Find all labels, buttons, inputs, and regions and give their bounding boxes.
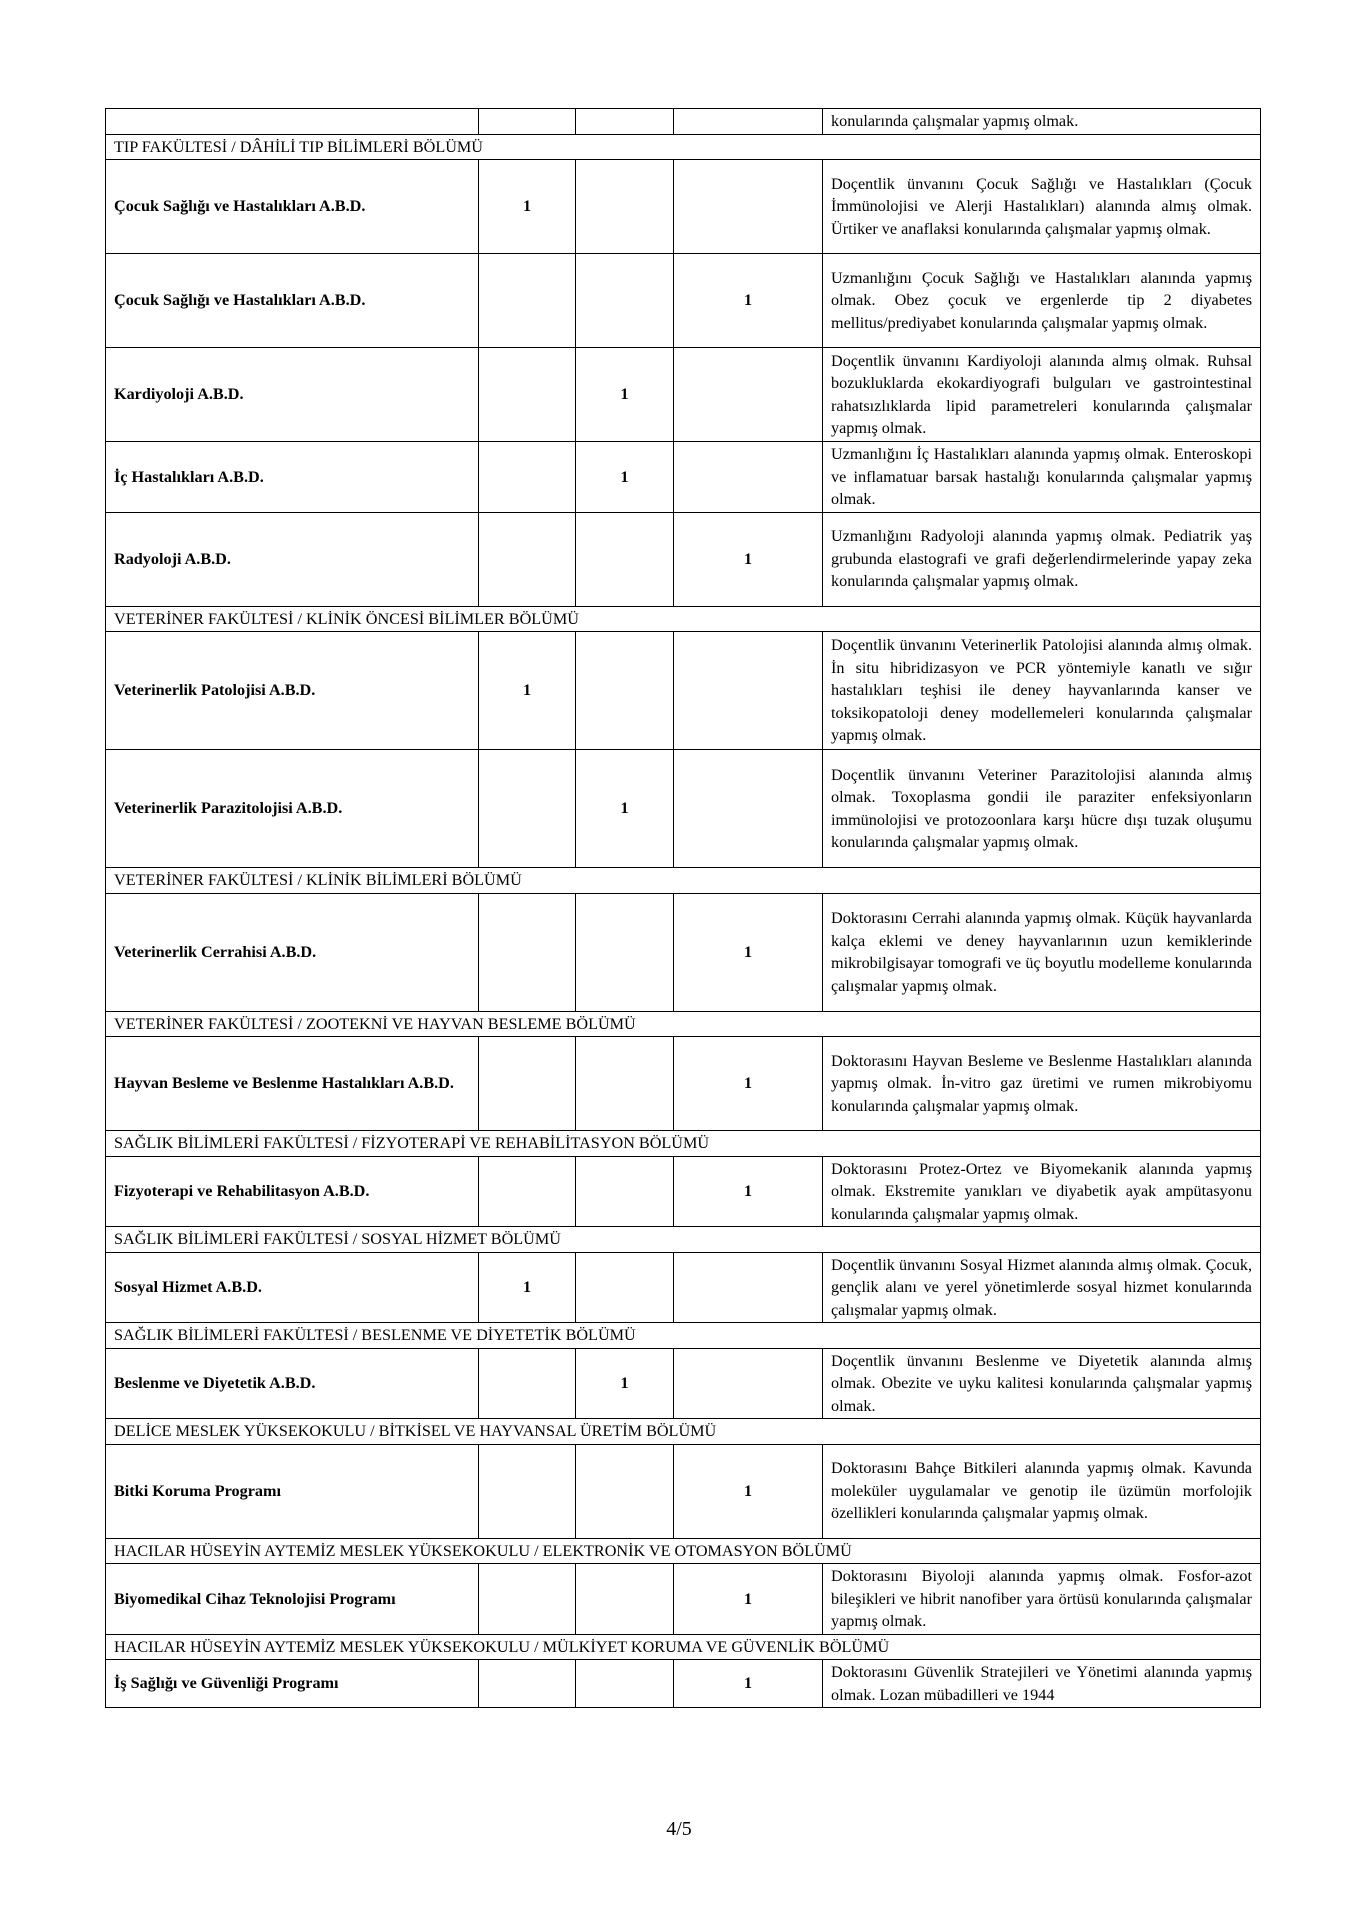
document-page [105,108,1260,1708]
count-assistant-professor: 1 [674,1660,823,1708]
count-professor [479,1564,576,1635]
table-row [106,254,1261,348]
department-name: İç Hastalıkları A.B.D. [106,442,479,513]
requirements-text: Doçentlik ünvanını Kardiyoloji alanında almış olmak. Ruhsal bozukluklarda ekokardiyografi bulguları ve gastrointestinal rahatsızlıklarda lipid parametreleri konularında çalışmalar yapmış olmak. [823,348,1261,442]
table-row [106,512,1261,606]
count-assistant-professor [674,1348,823,1419]
count-professor [479,109,576,135]
count-professor: 1 [479,160,576,254]
count-associate-professor [576,1660,674,1708]
count-professor: 1 [479,632,576,750]
table-row [106,1252,1261,1323]
department-name: İş Sağlığı ve Güvenliği Programı [106,1660,479,1708]
count-professor [479,512,576,606]
department-name: Kardiyoloji A.B.D. [106,348,479,442]
department-name: Bitki Koruma Programı [106,1444,479,1538]
department-name: Çocuk Sağlığı ve Hastalıkları A.B.D. [106,254,479,348]
requirements-text: Uzmanlığını İç Hastalıkları alanında yapmış olmak. Enteroskopi ve inflamatuar barsak hastalığı konularında çalışmalar yapmış olmak. [823,442,1261,513]
requirements-text: konularında çalışmalar yapmış olmak. [823,109,1261,135]
table-row [106,1564,1261,1635]
count-assistant-professor: 1 [674,1037,823,1131]
count-professor: 1 [479,1252,576,1323]
section-header-row [106,1419,1261,1445]
requirements-text: Uzmanlığını Çocuk Sağlığı ve Hastalıkları alanında yapmış olmak. Obez çocuk ve ergenlerde tip 2 diyabetes mellitus/prediyabet konularında çalışmalar yapmış olmak. [823,254,1261,348]
count-assistant-professor [674,632,823,750]
count-associate-professor [576,1444,674,1538]
count-associate-professor: 1 [576,348,674,442]
count-professor [479,442,576,513]
positions-table-body [106,109,1261,1708]
section-title: DELİCE MESLEK YÜKSEKOKULU / BİTKİSEL VE HAYVANSAL ÜRETİM BÖLÜMÜ [106,1419,1261,1445]
count-associate-professor [576,1037,674,1131]
section-header-row [106,606,1261,632]
count-associate-professor [576,109,674,135]
department-name: Biyomedikal Cihaz Teknolojisi Programı [106,1564,479,1635]
section-title: SAĞLIK BİLİMLERİ FAKÜLTESİ / FİZYOTERAPİ VE REHABİLİTASYON BÖLÜMÜ [106,1131,1261,1157]
requirements-text: Doçentlik ünvanını Beslenme ve Diyetetik alanında almış olmak. Obezite ve uyku kalitesi konularında çalışmalar yapmış olmak. [823,1348,1261,1419]
count-assistant-professor [674,109,823,135]
table-row [106,109,1261,135]
department-name: Veterinerlik Cerrahisi A.B.D. [106,893,479,1011]
requirements-text: Doktorasını Bahçe Bitkileri alanında yapmış olmak. Kavunda moleküler uygulamalar ve genotip ile üzümün morfolojik özellikleri konularında çalışmalar yapmış olmak. [823,1444,1261,1538]
table-row [106,1037,1261,1131]
requirements-text: Doktorasını Hayvan Besleme ve Beslenme Hastalıkları alanında yapmış olmak. İn-vitro gaz üretimi ve rumen mikrobiyomu konularında çalışmalar yapmış olmak. [823,1037,1261,1131]
page-number: 4/5 [666,1818,692,1840]
count-assistant-professor [674,160,823,254]
section-header-row [106,1011,1261,1037]
count-professor [479,254,576,348]
table-row [106,632,1261,750]
count-assistant-professor [674,1252,823,1323]
count-associate-professor [576,254,674,348]
count-associate-professor [576,512,674,606]
count-associate-professor: 1 [576,442,674,513]
table-row [106,1348,1261,1419]
section-title: TIP FAKÜLTESİ / DÂHİLİ TIP BİLİMLERİ BÖLÜMÜ [106,134,1261,160]
section-title: VETERİNER FAKÜLTESİ / KLİNİK ÖNCESİ BİLİMLER BÖLÜMÜ [106,606,1261,632]
department-name: Hayvan Besleme ve Beslenme Hastalıkları A.B.D. [106,1037,479,1131]
section-header-row [106,1634,1261,1660]
count-professor [479,1156,576,1227]
count-professor [479,893,576,1011]
count-associate-professor [576,1564,674,1635]
count-associate-professor: 1 [576,750,674,868]
count-assistant-professor: 1 [674,1444,823,1538]
requirements-text: Doçentlik ünvanını Çocuk Sağlığı ve Hastalıkları (Çocuk İmmünolojisi ve Alerji Hastalıkları) alanında almış olmak. Ürtiker ve anaflaksi konularında çalışmalar yapmış olmak. [823,160,1261,254]
count-associate-professor [576,1252,674,1323]
count-professor [479,348,576,442]
department-name: Veterinerlik Parazitolojisi A.B.D. [106,750,479,868]
requirements-text: Doçentlik ünvanını Veteriner Parazitolojisi alanında almış olmak. Toxoplasma gondii ile paraziter enfeksiyonların immünolojisi ve protozoonlara karşı hücre dışı tuzak oluşumu konularında çalışmalar yapmış olmak. [823,750,1261,868]
section-header-row [106,1131,1261,1157]
count-assistant-professor: 1 [674,254,823,348]
count-professor [479,1037,576,1131]
count-associate-professor [576,632,674,750]
count-associate-professor: 1 [576,1348,674,1419]
department-name [106,109,479,135]
section-title: SAĞLIK BİLİMLERİ FAKÜLTESİ / BESLENME VE DİYETETİK BÖLÜMÜ [106,1323,1261,1349]
table-row [106,1156,1261,1227]
table-row [106,160,1261,254]
table-row [106,1444,1261,1538]
count-assistant-professor: 1 [674,1564,823,1635]
requirements-text: Doktorasını Biyoloji alanında yapmış olmak. Fosfor-azot bileşikleri ve hibrit nanofiber yara örtüsü konularında çalışmalar yapmış olmak. [823,1564,1261,1635]
department-name: Veterinerlik Patolojisi A.B.D. [106,632,479,750]
requirements-text: Doçentlik ünvanını Veterinerlik Patolojisi alanında almış olmak. İn situ hibridizasyon ve PCR yöntemiyle kanatlı ve sığır hastalıkları teşhisi ile deney hayvanlarında kanser ve toksikopatoloji deney modellemeleri konularında çalışmalar yapmış olmak. [823,632,1261,750]
section-header-row [106,1538,1261,1564]
department-name: Sosyal Hizmet A.B.D. [106,1252,479,1323]
table-row [106,893,1261,1011]
count-associate-professor [576,160,674,254]
section-title: VETERİNER FAKÜLTESİ / KLİNİK BİLİMLERİ BÖLÜMÜ [106,868,1261,894]
table-row [106,1660,1261,1708]
count-professor [479,1444,576,1538]
department-name: Çocuk Sağlığı ve Hastalıkları A.B.D. [106,160,479,254]
count-professor [479,1348,576,1419]
section-title: VETERİNER FAKÜLTESİ / ZOOTEKNİ VE HAYVAN BESLEME BÖLÜMÜ [106,1011,1261,1037]
department-name: Beslenme ve Diyetetik A.B.D. [106,1348,479,1419]
count-assistant-professor [674,750,823,868]
count-assistant-professor: 1 [674,1156,823,1227]
section-header-row [106,1323,1261,1349]
count-associate-professor [576,893,674,1011]
count-professor [479,1660,576,1708]
count-assistant-professor [674,348,823,442]
section-title: SAĞLIK BİLİMLERİ FAKÜLTESİ / SOSYAL HİZMET BÖLÜMÜ [106,1227,1261,1253]
table-row [106,750,1261,868]
table-row [106,442,1261,513]
section-title: HACILAR HÜSEYİN AYTEMİZ MESLEK YÜKSEKOKULU / ELEKTRONİK VE OTOMASYON BÖLÜMÜ [106,1538,1261,1564]
requirements-text: Uzmanlığını Radyoloji alanında yapmış olmak. Pediatrik yaş grubunda elastografi ve grafi değerlendirmelerinde yapay zeka konularında çalışmalar yapmış olmak. [823,512,1261,606]
requirements-text: Doktorasını Cerrahi alanında yapmış olmak. Küçük hayvanlarda kalça eklemi ve deney hayvanlarının uzun kemiklerinde mikrobilgisayar tomografi ve üç boyutlu modelleme konularında çalışmalar yapmış olmak. [823,893,1261,1011]
requirements-text: Doktorasını Protez-Ortez ve Biyomekanik alanında yapmış olmak. Ekstremite yanıkları ve diyabetik ayak ampütasyonu konularında çalışmalar yapmış olmak. [823,1156,1261,1227]
section-header-row [106,868,1261,894]
section-header-row [106,134,1261,160]
count-professor [479,750,576,868]
department-name: Radyoloji A.B.D. [106,512,479,606]
requirements-text: Doçentlik ünvanını Sosyal Hizmet alanında almış olmak. Çocuk, gençlik alanı ve yerel yönetimlerde sosyal hizmet konularında çalışmalar yapmış olmak. [823,1252,1261,1323]
section-title: HACILAR HÜSEYİN AYTEMİZ MESLEK YÜKSEKOKULU / MÜLKİYET KORUMA VE GÜVENLİK BÖLÜMÜ [106,1634,1261,1660]
count-associate-professor [576,1156,674,1227]
count-assistant-professor: 1 [674,512,823,606]
count-assistant-professor: 1 [674,893,823,1011]
count-assistant-professor [674,442,823,513]
requirements-text: Doktorasını Güvenlik Stratejileri ve Yönetimi alanında yapmış olmak. Lozan mübadilleri ve 1944 [823,1660,1261,1708]
department-name: Fizyoterapi ve Rehabilitasyon A.B.D. [106,1156,479,1227]
table-row [106,348,1261,442]
section-header-row [106,1227,1261,1253]
positions-table [105,108,1261,1708]
